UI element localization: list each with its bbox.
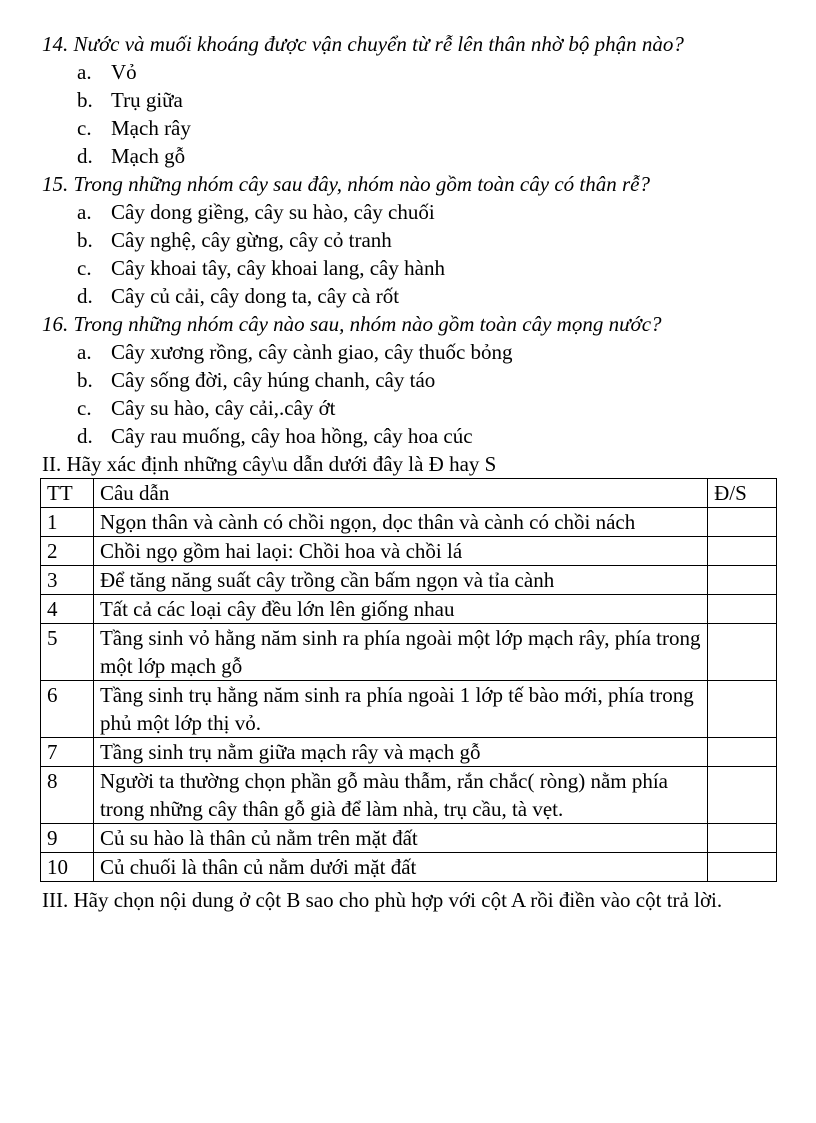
row-number: 5 xyxy=(41,624,94,681)
option-text: Cây dong giềng, cây su hào, cây chuối xyxy=(111,200,435,224)
option-text: Cây khoai tây, cây khoai lang, cây hành xyxy=(111,256,445,280)
option-letter: d. xyxy=(77,424,93,448)
header-tt: TT xyxy=(41,479,94,508)
section-3-text: III. Hãy chọn nội dung ở cột B sao cho phù hợp với cột A rồi điền vào cột trả lời. xyxy=(42,888,723,912)
row-statement: Người ta thường chọn phần gỗ màu thẫm, rắn chắc( ròng) nằm phía trong những cây thân gỗ già để làm nhà, trụ cầu, tà vẹt. xyxy=(93,767,707,824)
table-row xyxy=(41,595,777,624)
option-letter: c. xyxy=(77,396,92,420)
row-statement: Để tăng năng suất cây trồng cần bấm ngọn và tỉa cành xyxy=(93,566,707,595)
option-letter: b. xyxy=(77,368,93,392)
table-header-row xyxy=(41,479,777,508)
option-letter: b. xyxy=(77,88,93,112)
row-answer-cell[interactable] xyxy=(708,824,777,853)
row-number: 4 xyxy=(41,595,94,624)
table-row xyxy=(41,738,777,767)
option-text: Cây rau muống, cây hoa hồng, cây hoa cúc xyxy=(111,424,473,448)
question-14: 14. Nước và muối khoáng được vận chuyển từ rễ lên thân nhờ bộ phận nào? xyxy=(42,32,684,56)
row-answer-cell[interactable] xyxy=(708,537,777,566)
table-row xyxy=(41,824,777,853)
option-text: Cây nghệ, cây gừng, cây cỏ tranh xyxy=(111,228,392,252)
row-statement: Chồi ngọ gồm hai laọi: Chồi hoa và chồi lá xyxy=(93,537,707,566)
row-statement: Củ chuối là thân củ nằm dưới mặt đất xyxy=(93,853,707,882)
option xyxy=(77,58,782,86)
header-ds: Đ/S xyxy=(708,479,777,508)
option xyxy=(77,114,782,142)
question-16: 16. Trong những nhóm cây nào sau, nhóm nào gồm toàn cây mọng nước? xyxy=(42,312,662,336)
header-statement: Câu dẫn xyxy=(93,479,707,508)
question-16-options xyxy=(42,338,782,450)
option xyxy=(77,282,782,310)
true-false-table xyxy=(40,478,777,882)
option-text: Cây xương rồng, cây cành giao, cây thuốc bỏng xyxy=(111,340,513,364)
option xyxy=(77,422,782,450)
row-statement: Tầng sinh vỏ hằng năm sinh ra phía ngoài một lớp mạch rây, phía trong một lớp mạch gỗ xyxy=(93,624,707,681)
option-text: Mạch rây xyxy=(111,116,191,140)
row-number: 3 xyxy=(41,566,94,595)
option xyxy=(77,86,782,114)
option-letter: d. xyxy=(77,144,93,168)
question-15: 15. Trong những nhóm cây sau đây, nhóm nào gồm toàn cây có thân rễ? xyxy=(42,172,650,196)
option-text: Cây sống đời, cây húng chanh, cây táo xyxy=(111,368,436,392)
option-text: Vỏ xyxy=(111,60,137,84)
row-number: 6 xyxy=(41,681,94,738)
question-14-options xyxy=(42,58,782,170)
option xyxy=(77,226,782,254)
option-text: Mạch gỗ xyxy=(111,144,186,168)
option-text: Cây củ cải, cây dong ta, cây cà rốt xyxy=(111,284,400,308)
option-text: Cây su hào, cây cải,.cây ớt xyxy=(111,396,336,420)
option-letter: a. xyxy=(77,60,92,84)
document-page xyxy=(42,30,782,914)
table-row xyxy=(41,767,777,824)
option-letter: d. xyxy=(77,284,93,308)
table-row xyxy=(41,537,777,566)
row-answer-cell[interactable] xyxy=(708,508,777,537)
row-number: 1 xyxy=(41,508,94,537)
row-number: 2 xyxy=(41,537,94,566)
row-answer-cell[interactable] xyxy=(708,566,777,595)
row-number: 10 xyxy=(41,853,94,882)
option-letter: a. xyxy=(77,340,92,364)
row-answer-cell[interactable] xyxy=(708,738,777,767)
section-2-heading: II. Hãy xác định những cây\u dẫn dưới đây là Đ hay S xyxy=(42,452,497,476)
row-statement: Củ su hào là thân củ nằm trên mặt đất xyxy=(93,824,707,853)
option-letter: a. xyxy=(77,200,92,224)
row-statement: Ngọn thân và cành có chồi ngọn, dọc thân và cành có chồi nách xyxy=(93,508,707,537)
row-answer-cell[interactable] xyxy=(708,853,777,882)
table-row xyxy=(41,853,777,882)
row-statement: Tất cả các loại cây đều lớn lên giống nhau xyxy=(93,595,707,624)
option-letter: c. xyxy=(77,256,92,280)
row-statement: Tầng sinh trụ nằm giữa mạch rây và mạch gỗ xyxy=(93,738,707,767)
question-15-options xyxy=(42,198,782,310)
option xyxy=(77,366,782,394)
option-letter: c. xyxy=(77,116,92,140)
table-row xyxy=(41,624,777,681)
option xyxy=(77,198,782,226)
option-text: Trụ giữa xyxy=(111,88,183,112)
table-row xyxy=(41,508,777,537)
row-number: 8 xyxy=(41,767,94,824)
option xyxy=(77,394,782,422)
option-letter: b. xyxy=(77,228,93,252)
row-answer-cell[interactable] xyxy=(708,767,777,824)
row-statement: Tầng sinh trụ hằng năm sinh ra phía ngoài 1 lớp tế bào mới, phía trong phủ một lớp thị vỏ. xyxy=(93,681,707,738)
table-row xyxy=(41,566,777,595)
option xyxy=(77,338,782,366)
row-answer-cell[interactable] xyxy=(708,624,777,681)
row-answer-cell[interactable] xyxy=(708,595,777,624)
row-answer-cell[interactable] xyxy=(708,681,777,738)
table-row xyxy=(41,681,777,738)
row-number: 9 xyxy=(41,824,94,853)
option xyxy=(77,142,782,170)
row-number: 7 xyxy=(41,738,94,767)
option xyxy=(77,254,782,282)
